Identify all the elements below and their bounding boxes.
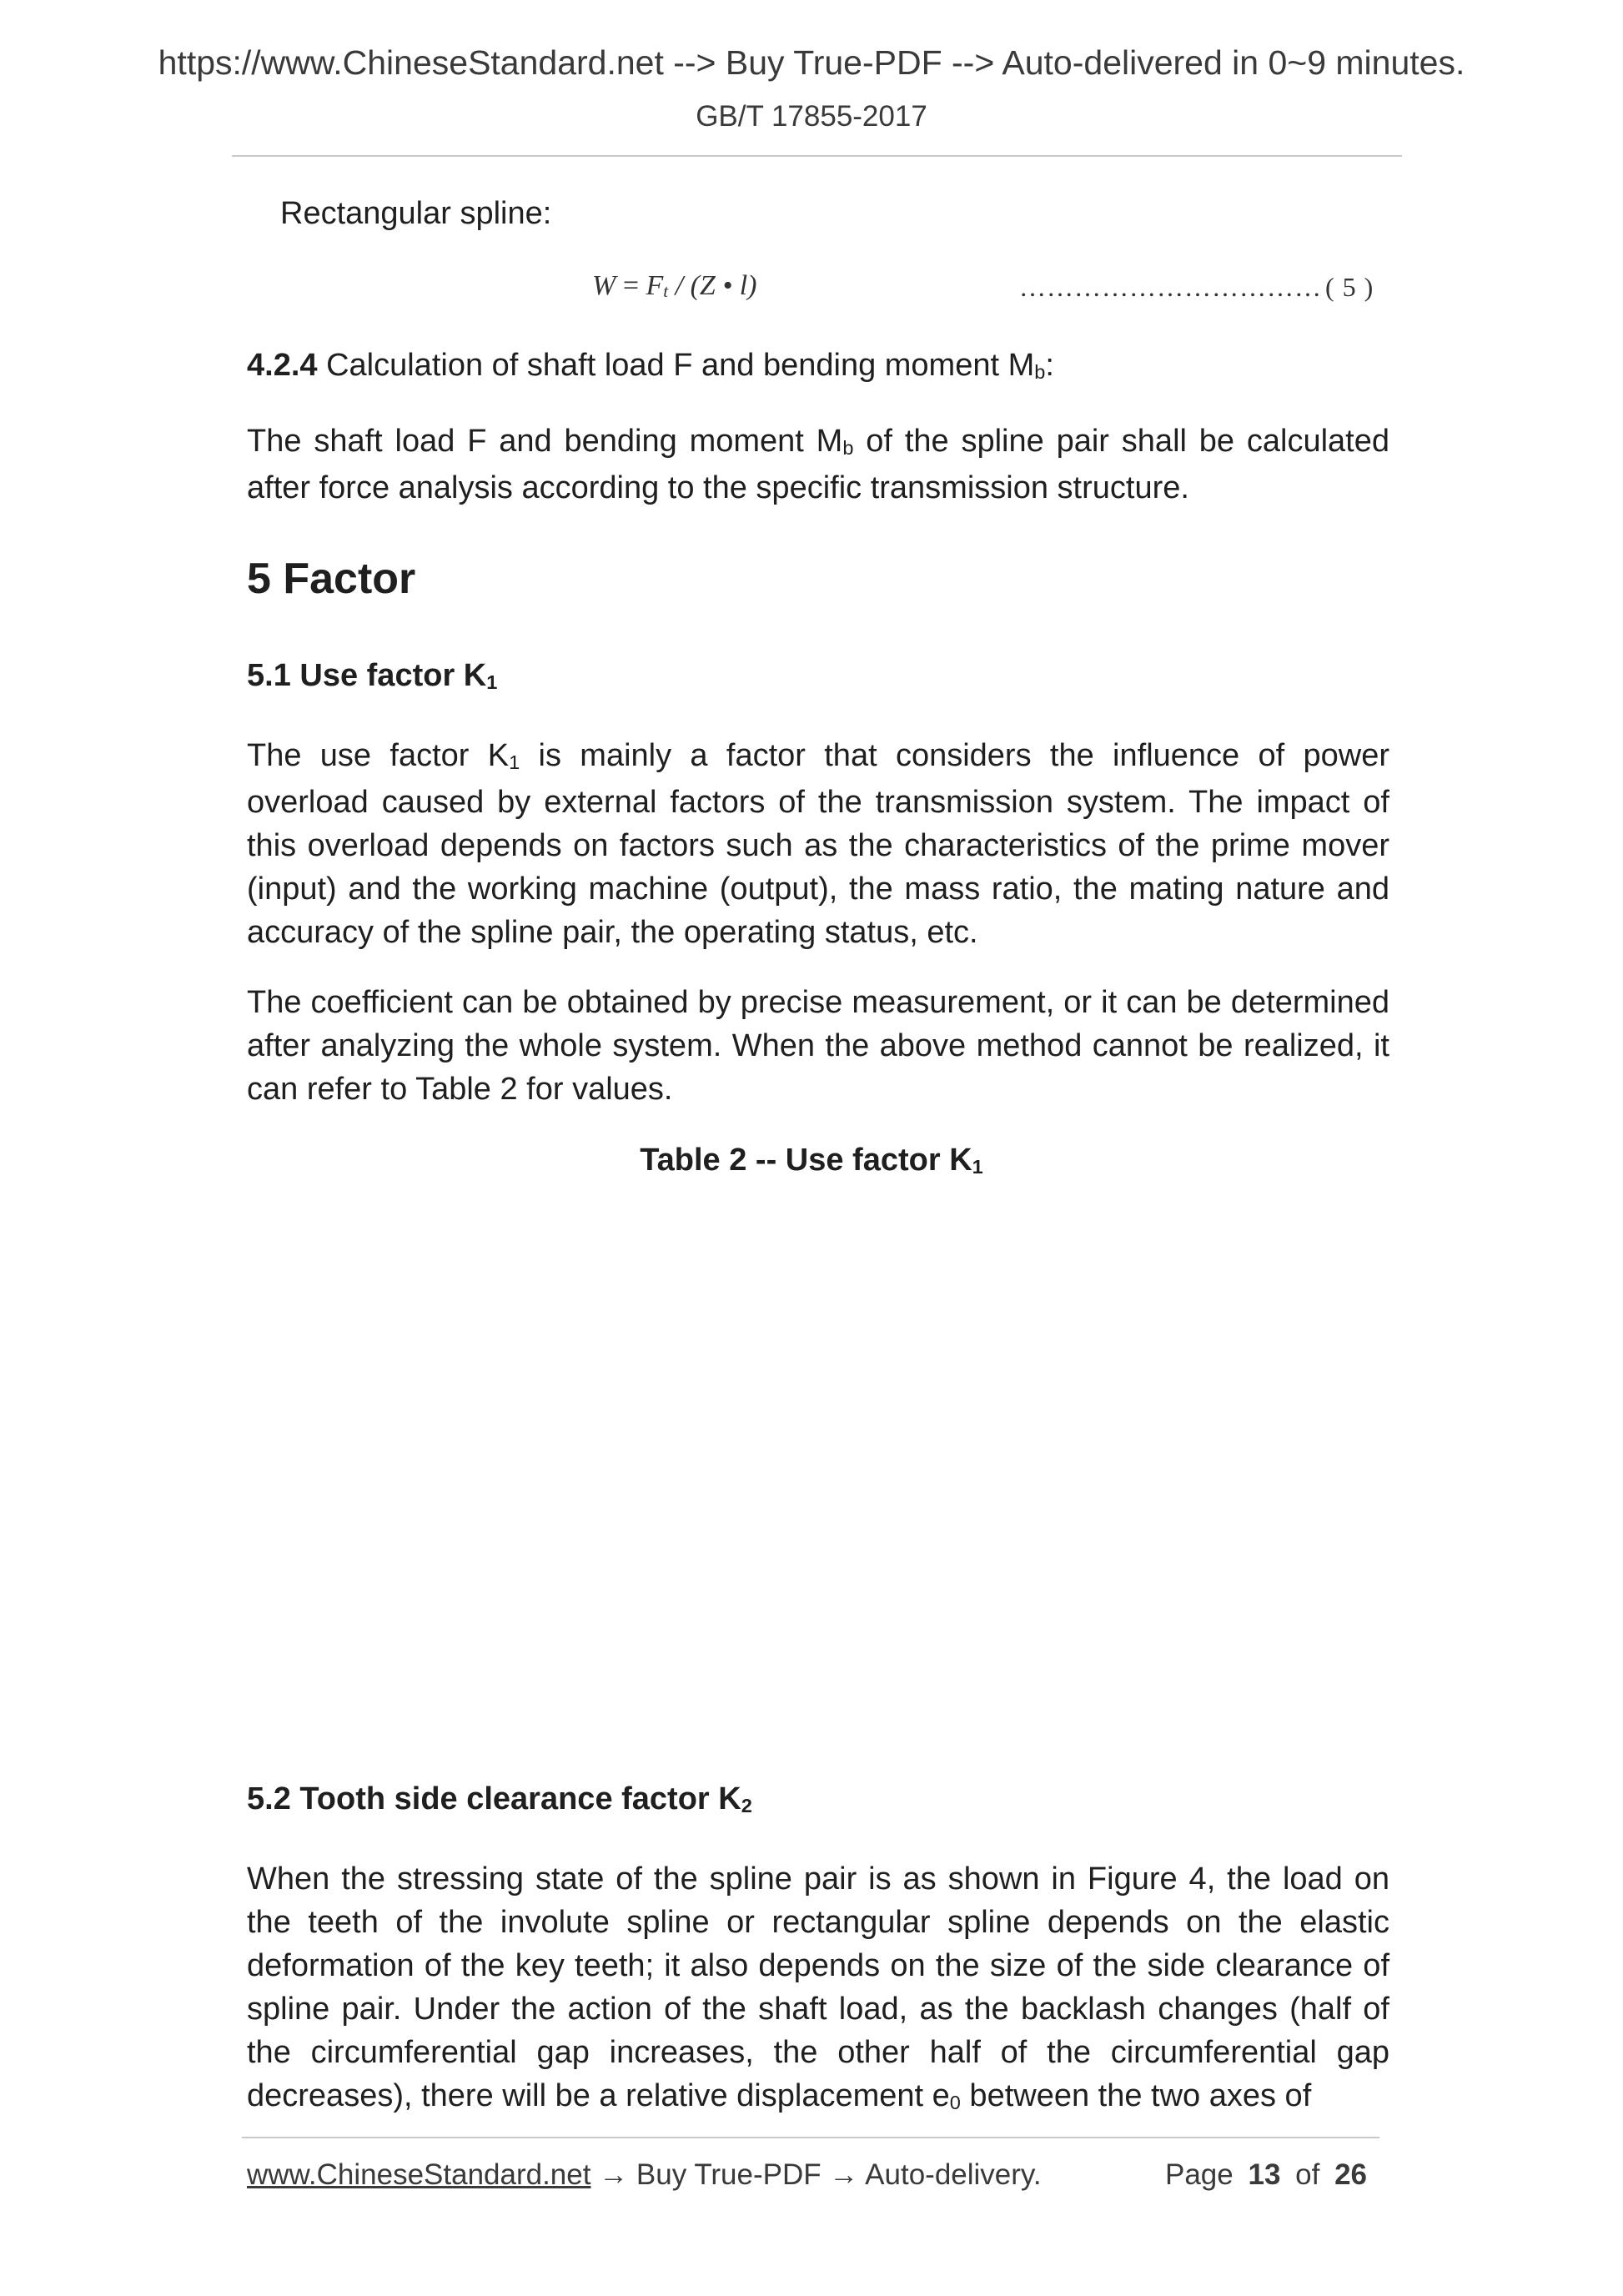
section-5-1-title: 5.1 Use factor K: [247, 658, 487, 693]
footer-tail: → Buy True-PDF → Auto-delivery.: [590, 2158, 1042, 2191]
section-4-2-4-sub: b: [1034, 360, 1046, 383]
para-52-post: between the two axes of: [960, 2078, 1312, 2113]
section-4-2-4-paragraph: [247, 420, 1389, 510]
table-2-caption: [0, 1143, 1623, 1178]
section-5-1-paragraph-1: [247, 734, 1389, 954]
formula-dots: ……………………………: [1019, 272, 1322, 302]
footer-left: [247, 2158, 1042, 2192]
section-5-1-paragraph-2: The coefficient can be obtained by precise measurement, or it can be determined after analyzing the whole system. When the above method cannot be realized, it can refer to Table 2 for values.: [247, 985, 1389, 1107]
header-divider: [232, 155, 1402, 157]
page-indicator: [1165, 2158, 1367, 2192]
formula-lhs: W: [592, 270, 616, 301]
section-5-2-heading: [247, 1781, 752, 1817]
para-424-sub: b: [842, 436, 854, 459]
formula-f: F: [646, 270, 664, 301]
table-2-caption-text: Table 2 -- Use factor K: [640, 1143, 972, 1178]
document-number: GB/T 17855-2017: [696, 100, 927, 133]
section-4-2-4-heading: [247, 344, 1054, 390]
formula-eq: =: [616, 270, 646, 301]
para-51a-post: is mainly a factor that considers the influence of power overload caused by external factors of the transmission system. The impact of this overload depends on factors such as the characteristics of the prime mover (input) and the working machine (output), the mass ratio, the mating nature and accuracy of the spline pair, the operating status, etc.: [247, 738, 1389, 950]
section-4-2-4-title: Calculation of shaft load F and bending moment M: [317, 348, 1035, 383]
page-total: 26: [1334, 2158, 1368, 2191]
table-2-placeholder: [247, 1201, 1389, 1751]
formula-5-leader: [1019, 272, 1374, 303]
para-52-pre: When the stressing state of the spline pair is as shown in Figure 4, the load on the teeth of the involute spline or rectangular spline depends on the elastic deformation of the key teeth; it also depends on the size of the side clearance of spline pair. Under the action of the shaft load, as the backlash changes (half of the circumferential gap increases, the other half of the circumferential gap decreases), there will be a relative displacement e: [247, 1861, 1389, 2113]
rect-spline-label: Rectangular spline:: [280, 196, 552, 231]
formula-rest: / (Z • l): [668, 270, 757, 301]
para-52-sub: 0: [949, 2091, 961, 2113]
section-5-2-sub: 2: [741, 1794, 752, 1816]
of-label: of: [1295, 2158, 1320, 2191]
section-5-1-sub: 1: [486, 671, 498, 693]
formula-f-sub: t: [663, 281, 669, 302]
formula-5: [592, 270, 757, 302]
section-5-2-paragraph: [247, 1857, 1389, 2121]
header-banner[interactable]: https://www.ChineseStandard.net --> Buy True-PDF --> Auto-delivered in 0~9 minutes.: [158, 43, 1465, 82]
section-5-title: 5 Factor: [247, 555, 416, 603]
section-4-2-4-number: 4.2.4: [247, 348, 318, 383]
table-2-caption-sub: 1: [972, 1155, 983, 1178]
footer-link[interactable]: www.ChineseStandard.net: [247, 2158, 591, 2191]
para-424-pre: The shaft load F and bending moment M: [247, 424, 843, 459]
para-51a-sub: 1: [509, 751, 520, 773]
section-5-2-title: 5.2 Tooth side clearance factor K: [247, 1781, 741, 1816]
formula-number: ( 5 ): [1325, 272, 1374, 302]
page-current: 13: [1248, 2158, 1281, 2191]
section-5-1-heading: [247, 658, 497, 694]
section-4-2-4-colon: :: [1045, 348, 1054, 383]
para-51a-pre: The use factor K: [247, 738, 510, 773]
page-label: Page: [1165, 2158, 1234, 2191]
para-424-post: of the spline pair shall be calculated after force analysis according to the specific transmission structure.: [247, 424, 1390, 505]
footer-divider: [242, 2137, 1379, 2138]
